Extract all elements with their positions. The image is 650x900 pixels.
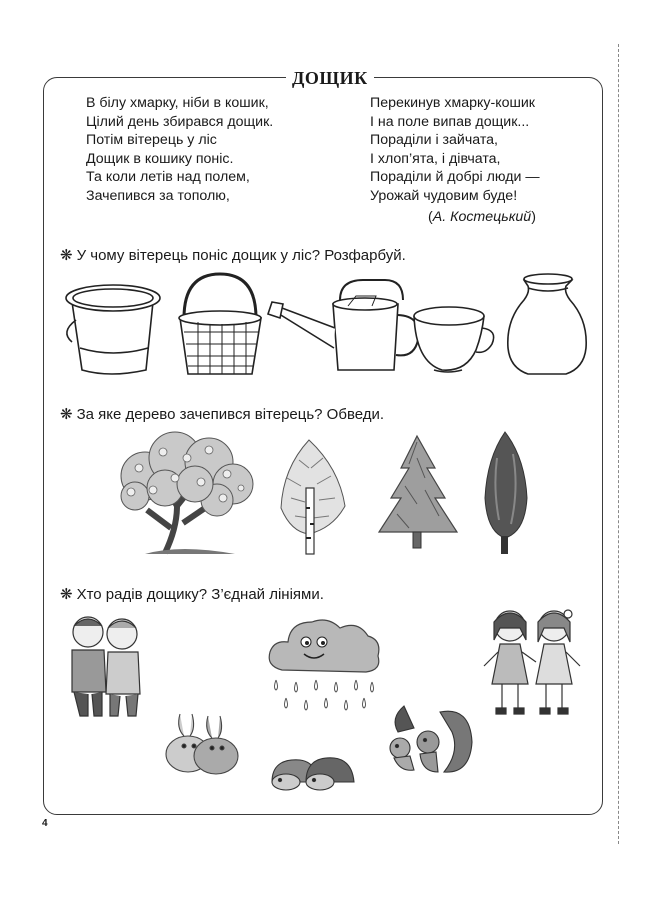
- watering-can-icon[interactable]: [268, 280, 419, 370]
- hedgehogs-illustration[interactable]: [266, 752, 358, 794]
- page-number: 4: [42, 818, 48, 829]
- task-text: За яке дерево зачепився вітерець? Обведи.: [76, 406, 385, 423]
- blossom-tree-icon[interactable]: [121, 432, 253, 554]
- containers-row: [58, 270, 598, 380]
- task-text: У чому вітерець поніс дощик у ліс? Розфарбуй.: [76, 247, 406, 264]
- girls-illustration[interactable]: [478, 604, 588, 720]
- poem-line: В білу хмарку, ніби в кошик,: [86, 95, 269, 111]
- rabbits-illustration[interactable]: [160, 708, 244, 778]
- boys-illustration[interactable]: [60, 612, 150, 724]
- basket-icon[interactable]: [179, 274, 261, 374]
- poem-line: Урожай чудовим буде!: [370, 187, 518, 204]
- poem-line: Потім вітерець у ліс: [86, 132, 217, 149]
- jug-icon[interactable]: [508, 274, 586, 374]
- cloud-rain-illustration[interactable]: [262, 612, 384, 724]
- poem-line: Пораділи й добрі люди —: [370, 169, 540, 186]
- trees-row: [105, 428, 545, 560]
- squirrels-illustration[interactable]: [380, 702, 474, 778]
- bucket-icon[interactable]: [66, 285, 160, 374]
- poem-left-column: [86, 94, 273, 206]
- fir-tree-icon[interactable]: [379, 436, 457, 548]
- task-star-icon: ❋: [60, 247, 73, 264]
- poem-line: Зачепився за тополю,: [86, 187, 230, 204]
- poplar-tree-icon[interactable]: [485, 432, 527, 554]
- task-match-lines: [60, 585, 324, 603]
- poem-right-column: [370, 94, 540, 206]
- poem-line: І хлоп’ята, і дівчата,: [370, 150, 501, 167]
- task-star-icon: ❋: [60, 406, 73, 423]
- poem-line: І на поле випав дощик...: [370, 113, 530, 130]
- page-title: ДОЩИК: [286, 68, 374, 89]
- poem-author: (А. Костецький): [428, 209, 536, 225]
- task-color-container: [60, 246, 406, 264]
- poem-line: Пораділи і зайчата,: [370, 132, 498, 149]
- cup-icon[interactable]: [414, 307, 494, 372]
- task-circle-tree: [60, 405, 384, 423]
- task-star-icon: ❋: [60, 586, 73, 603]
- birch-tree-icon[interactable]: [281, 440, 345, 554]
- poem-line: Та коли летів над полем,: [86, 169, 250, 186]
- poem-line: Перекинув хмарку-кошик: [370, 95, 535, 111]
- task-text: Хто радів дощику? З’єднай лініями.: [76, 586, 324, 603]
- poem-line: Дощик в кошику поніс.: [86, 150, 234, 167]
- cut-line: [618, 44, 619, 844]
- poem-line: Цілий день збирався дощик.: [86, 113, 274, 130]
